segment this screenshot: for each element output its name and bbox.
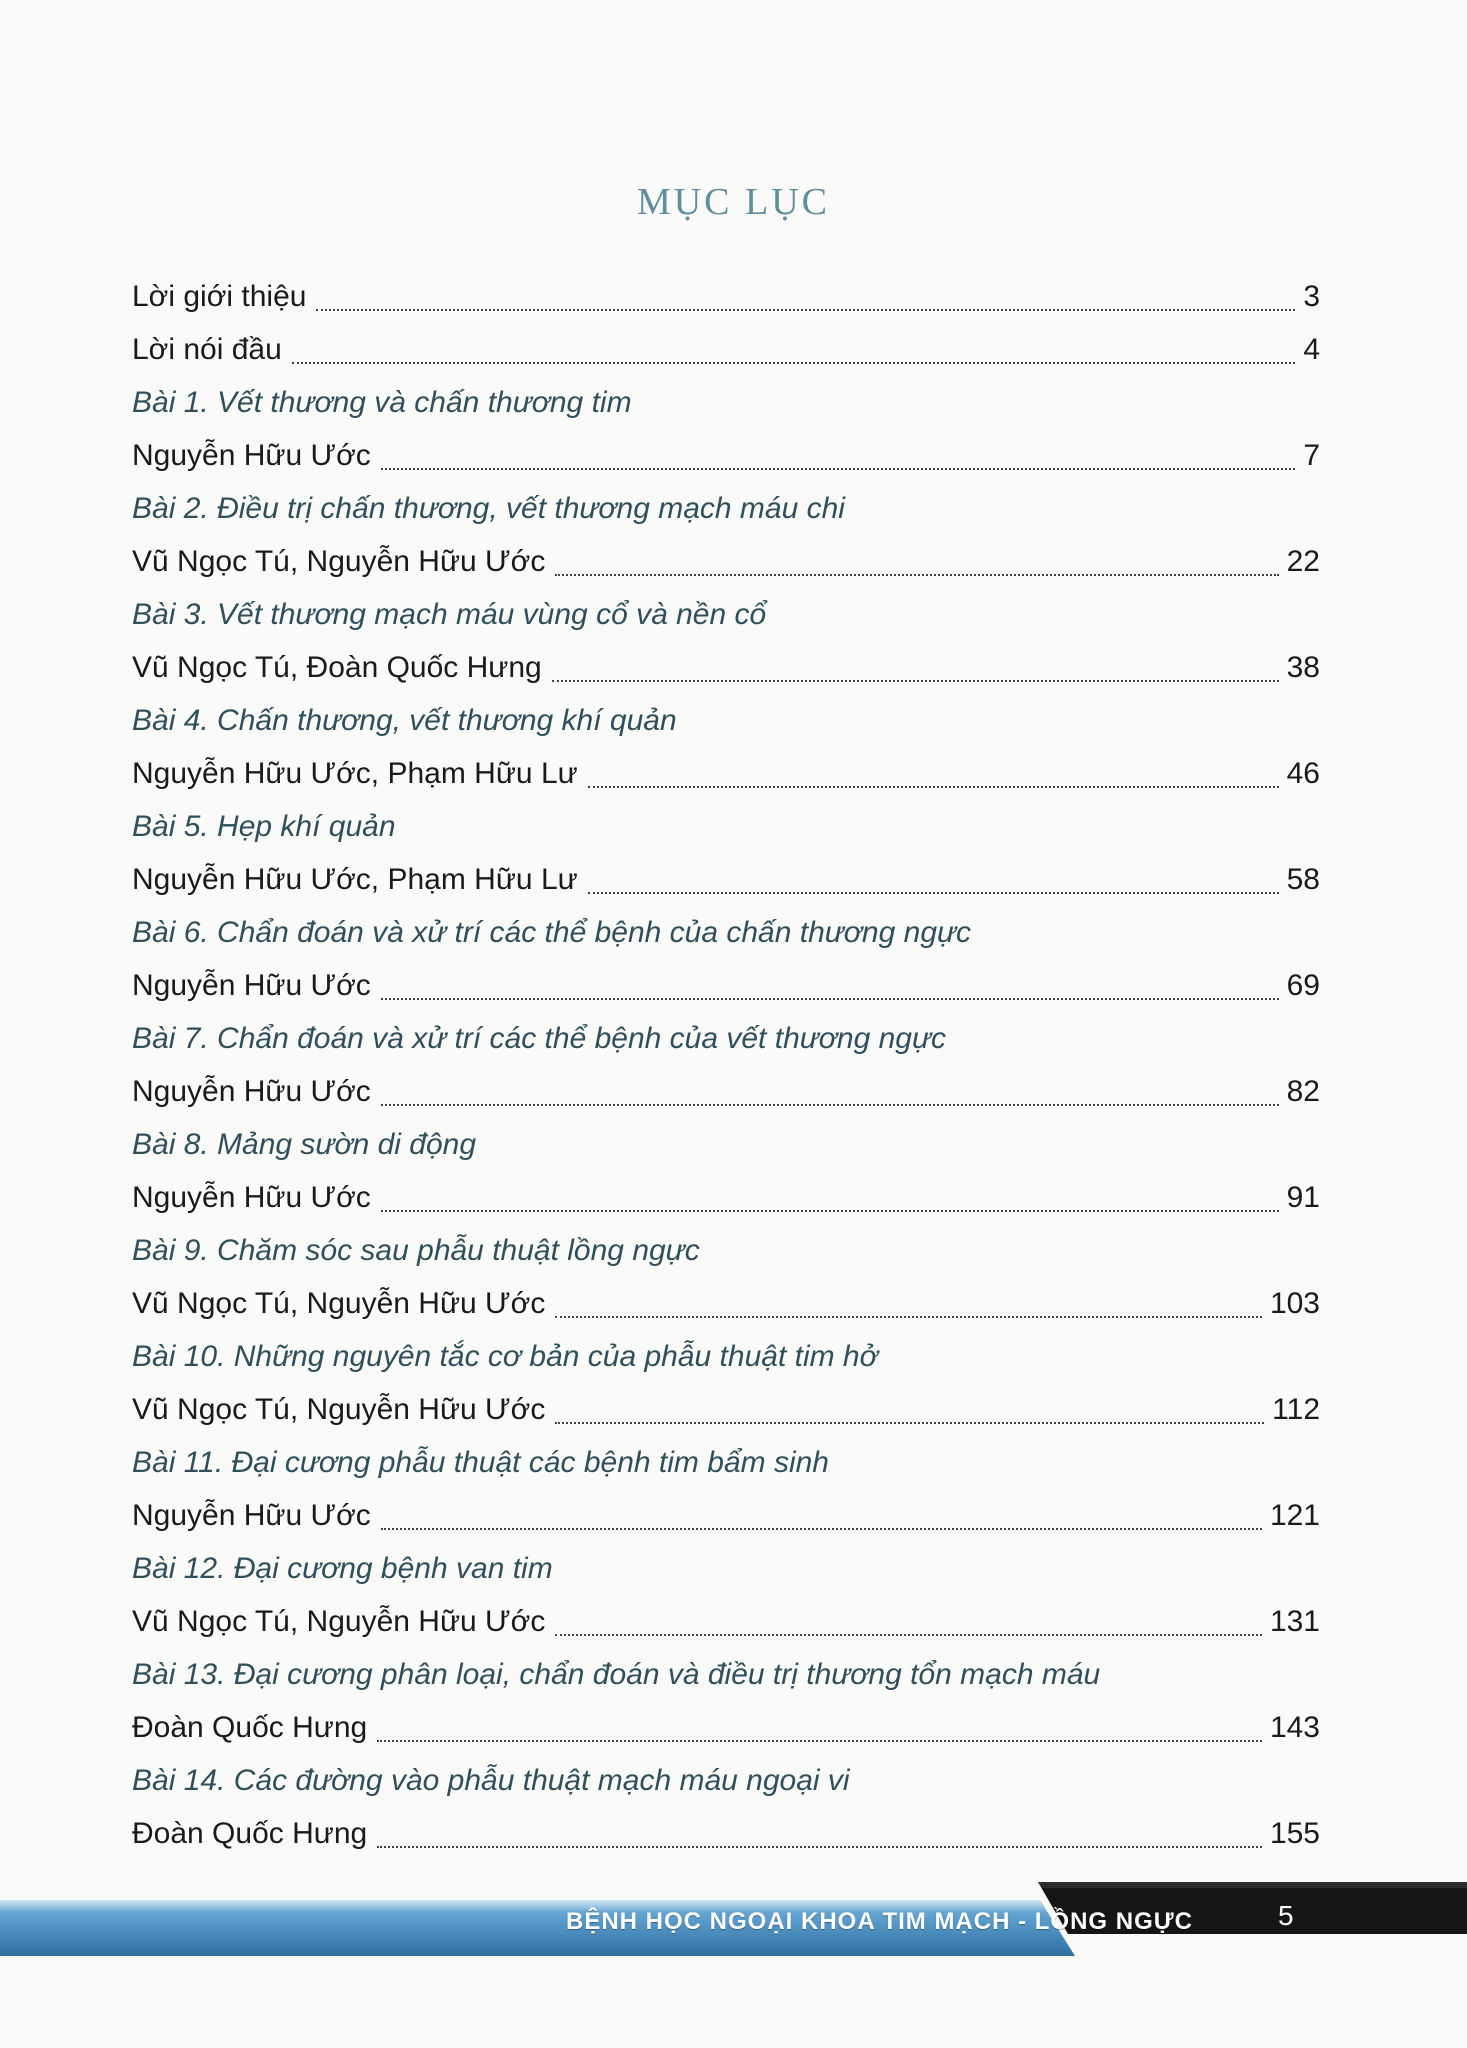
toc-chapter-heading (132, 588, 1320, 641)
entry-title: Vũ Ngọc Tú, Nguyễn Hữu Ước (132, 1604, 546, 1638)
entry-title: Nguyễn Hữu Ước (132, 1180, 371, 1214)
dot-leader (381, 1210, 1279, 1212)
entry-page-number: 4 (1303, 332, 1320, 366)
entry-title: Nguyễn Hữu Ước (132, 1074, 371, 1108)
toc-entry (132, 1807, 1320, 1860)
entry-page-number: 91 (1286, 1180, 1320, 1214)
dot-leader (588, 786, 1279, 788)
toc-entry (132, 1171, 1320, 1224)
toc-entry (132, 853, 1320, 906)
entry-page-number: 46 (1286, 756, 1320, 790)
entry-page-number: 155 (1269, 1816, 1320, 1850)
entry-title: Vũ Ngọc Tú, Nguyễn Hữu Ước (132, 1286, 546, 1320)
dot-leader (381, 468, 1296, 470)
chapter-title: Bài 8. Mảng sườn di động (132, 1127, 477, 1161)
chapter-title: Bài 5. Hẹp khí quản (132, 809, 396, 843)
chapter-title: Bài 4. Chấn thương, vết thương khí quản (132, 703, 677, 737)
chapter-title: Bài 12. Đại cương bệnh van tim (132, 1551, 553, 1585)
entry-page-number: 7 (1303, 438, 1320, 472)
toc-entry (132, 1277, 1320, 1330)
dot-leader (381, 1528, 1262, 1530)
toc-entry (132, 641, 1320, 694)
dot-leader (588, 892, 1279, 894)
entry-title: Nguyễn Hữu Ước (132, 438, 371, 472)
entry-page-number: 131 (1269, 1604, 1320, 1638)
entry-page-number: 112 (1272, 1392, 1320, 1426)
entry-page-number: 38 (1286, 650, 1320, 684)
entry-title: Nguyễn Hữu Ước (132, 968, 371, 1002)
entry-title: Lời giới thiệu (132, 279, 307, 313)
dot-leader (555, 1422, 1264, 1424)
dot-leader (555, 574, 1278, 576)
chapter-title: Bài 3. Vết thương mạch máu vùng cổ và nền cổ (132, 597, 767, 631)
chapter-title: Bài 13. Đại cương phân loại, chẩn đoán và điều trị thương tổn mạch máu (132, 1657, 1101, 1691)
toc-entry (132, 1489, 1320, 1542)
entry-page-number: 103 (1269, 1286, 1320, 1320)
chapter-title: Bài 10. Những nguyên tắc cơ bản của phẫu thuật tim hở (132, 1339, 878, 1373)
dot-leader (377, 1740, 1262, 1742)
chapter-title: Bài 2. Điều trị chấn thương, vết thương mạch máu chi (132, 491, 845, 525)
entry-title: Vũ Ngọc Tú, Đoàn Quốc Hưng (132, 650, 542, 684)
toc-chapter-heading (132, 1648, 1320, 1701)
toc-chapter-heading (132, 482, 1320, 535)
entry-title: Vũ Ngọc Tú, Nguyễn Hữu Ước (132, 544, 546, 578)
toc-chapter-heading (132, 906, 1320, 959)
toc-chapter-heading (132, 1542, 1320, 1595)
page-number: 5 (1278, 1900, 1294, 1931)
entry-page-number: 82 (1286, 1074, 1320, 1108)
toc-entry (132, 323, 1320, 376)
page-title: MỤC LỤC (636, 181, 831, 223)
dot-leader (381, 1104, 1279, 1106)
toc-chapter-heading (132, 800, 1320, 853)
chapter-title: Bài 14. Các đường vào phẫu thuật mạch máu ngoại vi (132, 1763, 850, 1797)
dot-leader (552, 680, 1279, 682)
entry-page-number: 121 (1269, 1498, 1320, 1532)
toc-chapter-heading (132, 376, 1320, 429)
toc-entry (132, 1383, 1320, 1436)
entry-title: Đoàn Quốc Hưng (132, 1710, 368, 1744)
table-of-contents (132, 270, 1320, 1860)
toc-entry (132, 747, 1320, 800)
toc-chapter-heading (132, 1330, 1320, 1383)
toc-chapter-heading (132, 1012, 1320, 1065)
dot-leader (292, 362, 1296, 364)
entry-title: Nguyễn Hữu Ước, Phạm Hữu Lư (132, 756, 578, 790)
toc-entry (132, 1701, 1320, 1754)
footer-black-highlight (1038, 1882, 1467, 1888)
chapter-title: Bài 7. Chẩn đoán và xử trí các thể bệnh của vết thương ngực (132, 1021, 946, 1055)
toc-chapter-heading (132, 1436, 1320, 1489)
dot-leader (555, 1634, 1262, 1636)
chapter-title: Bài 9. Chăm sóc sau phẫu thuật lồng ngực (132, 1233, 700, 1267)
dot-leader (316, 309, 1295, 311)
toc-entry (132, 270, 1320, 323)
entry-title: Đoàn Quốc Hưng (132, 1816, 368, 1850)
entry-page-number: 3 (1303, 279, 1320, 313)
entry-title: Nguyễn Hữu Ước, Phạm Hữu Lư (132, 862, 578, 896)
chapter-title: Bài 11. Đại cương phẫu thuật các bệnh tim bẩm sinh (132, 1445, 829, 1479)
toc-chapter-heading (132, 1754, 1320, 1807)
chapter-title: Bài 6. Chẩn đoán và xử trí các thể bệnh của chấn thương ngực (132, 915, 972, 949)
chapter-title: Bài 1. Vết thương và chấn thương tim (132, 385, 632, 419)
footer-book-title: BỆNH HỌC NGOẠI KHOA TIM MẠCH - LỒNG NGỰC (566, 1908, 1193, 1935)
entry-title: Nguyễn Hữu Ước (132, 1498, 371, 1532)
toc-entry (132, 959, 1320, 1012)
entry-page-number: 143 (1269, 1710, 1320, 1744)
toc-entry (132, 1065, 1320, 1118)
entry-page-number: 58 (1286, 862, 1320, 896)
dot-leader (377, 1846, 1262, 1848)
entry-page-number: 22 (1286, 544, 1320, 578)
toc-chapter-heading (132, 1118, 1320, 1171)
toc-entry (132, 1595, 1320, 1648)
toc-entry (132, 535, 1320, 588)
dot-leader (555, 1316, 1262, 1318)
entry-title: Lời nói đầu (132, 332, 282, 366)
toc-chapter-heading (132, 1224, 1320, 1277)
toc-chapter-heading (132, 694, 1320, 747)
entry-title: Vũ Ngọc Tú, Nguyễn Hữu Ước (132, 1392, 546, 1426)
entry-page-number: 69 (1286, 968, 1320, 1002)
dot-leader (381, 998, 1279, 1000)
toc-entry (132, 429, 1320, 482)
